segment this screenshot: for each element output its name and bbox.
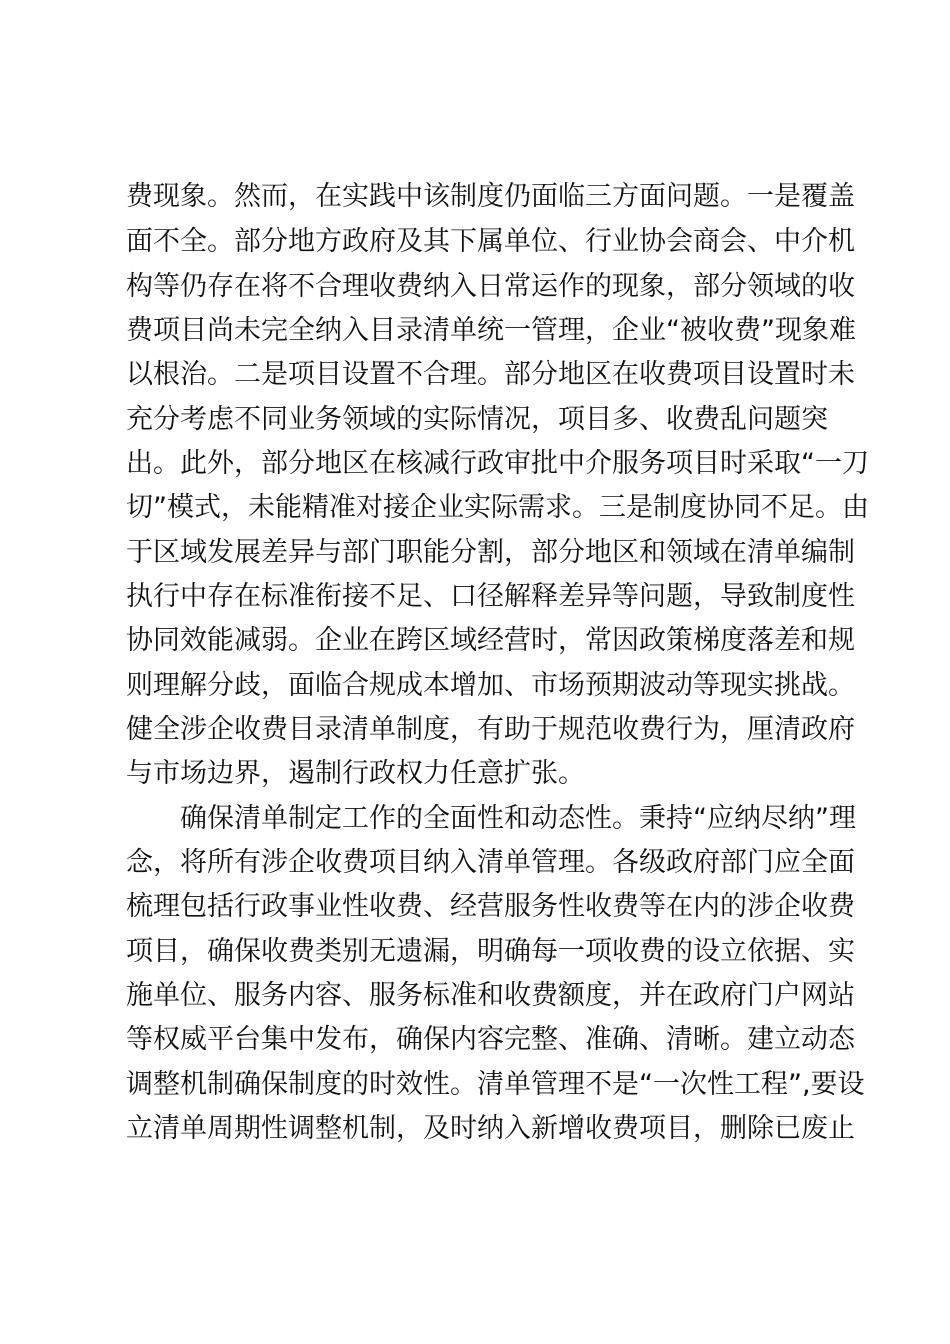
- paragraph-2-line-3: 梳理包括行政事业性收费、经营服务性收费等在内的涉企收费: [126, 891, 855, 922]
- paragraph-1-line-3: 构等仍存在将不合理收费纳入日常运作的现象，部分领域的收: [126, 271, 855, 302]
- paragraph-1-line-13: 健全涉企收费目录清单制度，有助于规范收费行为，厘清政府: [126, 714, 855, 745]
- paragraph-1-line-8: 切”模式，未能精准对接企业实际需求。三是制度协同不足。由: [126, 492, 869, 523]
- paragraph-2-line-5: 施单位、服务内容、服务标准和收费额度，并在政府门户网站: [126, 980, 855, 1011]
- paragraph-2-line-6: 等权威平台集中发布，确保内容完整、准确、清晰。建立动态: [126, 1024, 855, 1055]
- paragraph-1-line-4: 费项目尚未完全纳入目录清单统一管理，企业“被收费”现象难: [126, 315, 856, 346]
- paragraph-1-line-12: 则理解分歧，面临合规成本增加、市场预期波动等现实挑战。: [126, 670, 855, 701]
- paragraph-1-line-5: 以根治。二是项目设置不合理。部分地区在收费项目设置时未: [126, 359, 855, 390]
- paragraph-2-line-4: 项目，确保收费类别无遗漏，明确每一项收费的设立依据、实: [126, 936, 855, 967]
- paragraph-2-line-7: 调整机制确保制度的时效性。清单管理不是“一次性工程”,要设: [126, 1069, 865, 1100]
- paragraph-2-line-1: 确保清单制定工作的全面性和动态性。秉持“应纳尽纳”理: [180, 803, 856, 834]
- paragraph-1-line-10: 执行中存在标准衔接不足、口径解释差异等问题，导致制度性: [126, 581, 855, 612]
- paragraph-1-line-1: 费现象。然而，在实践中该制度仍面临三方面问题。一是覆盖: [126, 181, 855, 212]
- paragraph-2-line-8: 立清单周期性调整机制，及时纳入新增收费项目，删除已废止: [126, 1113, 855, 1144]
- paragraph-1-line-6: 充分考虑不同业务领域的实际情况，项目多、收费乱问题突: [126, 404, 828, 435]
- paragraph-2-line-2: 念，将所有涉企收费项目纳入清单管理。各级政府部门应全面: [126, 847, 855, 878]
- paragraph-1-line-11: 协同效能减弱。企业在跨区域经营时，常因政策梯度落差和规: [126, 625, 855, 656]
- paragraph-1-line-14: 与市场边界，遏制行政权力任意扩张。: [126, 758, 585, 789]
- paragraph-1-line-2: 面不全。部分地方政府及其下属单位、行业协会商会、中介机: [126, 226, 855, 257]
- paragraph-1-line-7: 出。此外，部分地区在核减行政审批中介服务项目时采取“一刀: [126, 448, 869, 479]
- paragraph-1-line-9: 于区域发展差异与部门职能分割，部分地区和领域在清单编制: [126, 537, 855, 568]
